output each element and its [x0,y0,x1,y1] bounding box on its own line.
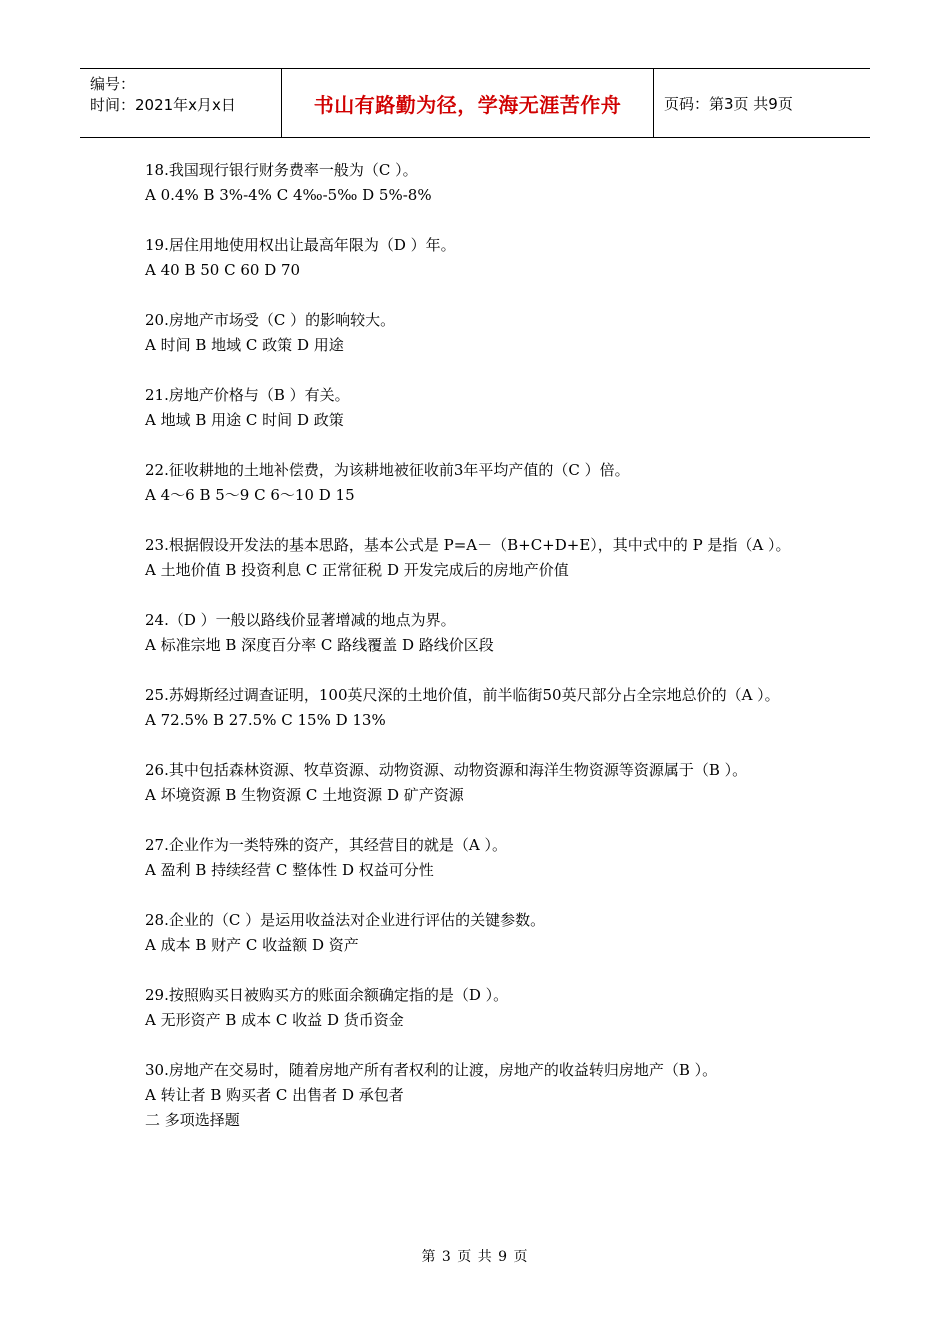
question-item [145,983,810,1033]
question-item [145,308,810,358]
question-stem: 26.其中包括森林资源、牧草资源、动物资源、动物资源和海洋生物资源等资源属于（B ）。 [145,761,748,779]
section-title: 二 多项选择题 [145,1111,240,1129]
page-header [80,68,870,138]
document-time-label: 时间：2021年x月x日 [90,96,236,114]
question-item [145,833,810,883]
question-stem: 27.企业作为一类特殊的资产，其经营目的就是（A ）。 [145,836,507,854]
question-options: A 4～6 B 5～9 C 6～10 D 15 [145,486,355,504]
question-stem: 30.房地产在交易时，随着房地产所有者权利的让渡，房地产的收益转归房地产（B ）。 [145,1061,718,1079]
question-item [145,608,810,658]
motto-text: 书山有路勤为径，学海无涯苦作舟 [313,92,622,117]
question-item [145,458,810,508]
question-stem: 18.我国现行银行财务费率一般为（C ）。 [145,161,418,179]
question-stem: 23.根据假设开发法的基本思路，基本公式是 P=A－（B+C+D+E），其中式中的 P 是指（A ）。 [145,536,791,554]
question-stem: 24.（D ）一般以路线价显著增减的地点为界。 [145,611,456,629]
question-options: A 地域 B 用途 C 时间 D 政策 [145,411,344,429]
document-number-label: 编号： [90,75,136,93]
question-stem: 22.征收耕地的土地补偿费，为该耕地被征收前3年平均产值的（C ）倍。 [145,461,630,479]
question-options: A 成本 B 财产 C 收益额 D 资产 [145,936,359,954]
question-list [145,158,810,1133]
question-item [145,908,810,958]
question-item [145,383,810,433]
question-stem: 19.居住用地使用权出让最高年限为（D ）年。 [145,236,456,254]
header-meta-cell [80,69,282,137]
question-options: A 无形资产 B 成本 C 收益 D 货币资金 [145,1011,404,1029]
question-options: A 盈利 B 持续经营 C 整体性 D 权益可分性 [145,861,434,879]
question-options: A 0.4% B 3%-4% C 4‰-5‰ D 5%-8% [145,186,432,204]
question-options: A 转让者 B 购买者 C 出售者 D 承包者 [145,1086,404,1104]
question-item [145,758,810,808]
question-stem: 28.企业的（C ）是运用收益法对企业进行评估的关键参数。 [145,911,546,929]
question-options: A 时间 B 地域 C 政策 D 用途 [145,336,344,354]
question-stem: 25.苏姆斯经过调查证明，100英尺深的土地价值，前半临街50英尺部分占全宗地总价的（A ）。 [145,686,780,704]
question-item [145,533,810,583]
question-item [145,233,810,283]
question-item [145,683,810,733]
question-stem: 21.房地产价格与（B ）有关。 [145,386,350,404]
question-options: A 土地价值 B 投资利息 C 正常征税 D 开发完成后的房地产价值 [145,561,569,579]
question-options: A 坏境资源 B 生物资源 C 土地资源 D 矿产资源 [145,786,464,804]
page-footer [0,1246,950,1266]
question-options: A 72.5% B 27.5% C 15% D 13% [145,711,386,729]
header-motto-cell [282,69,654,137]
header-page-cell [654,69,870,137]
question-options: A 40 B 50 C 60 D 70 [145,261,301,279]
question-stem: 20.房地产市场受（C ）的影响较大。 [145,311,396,329]
question-item [145,1058,810,1108]
question-stem: 29.按照购买日被购买方的账面余额确定指的是（D ）。 [145,986,509,1004]
page-indicator: 页码：第3页 共9页 [664,94,793,113]
footer-page-number: 第 3 页 共 9 页 [421,1249,529,1265]
question-item [145,158,810,208]
question-options: A 标准宗地 B 深度百分率 C 路线覆盖 D 路线价区段 [145,636,494,654]
